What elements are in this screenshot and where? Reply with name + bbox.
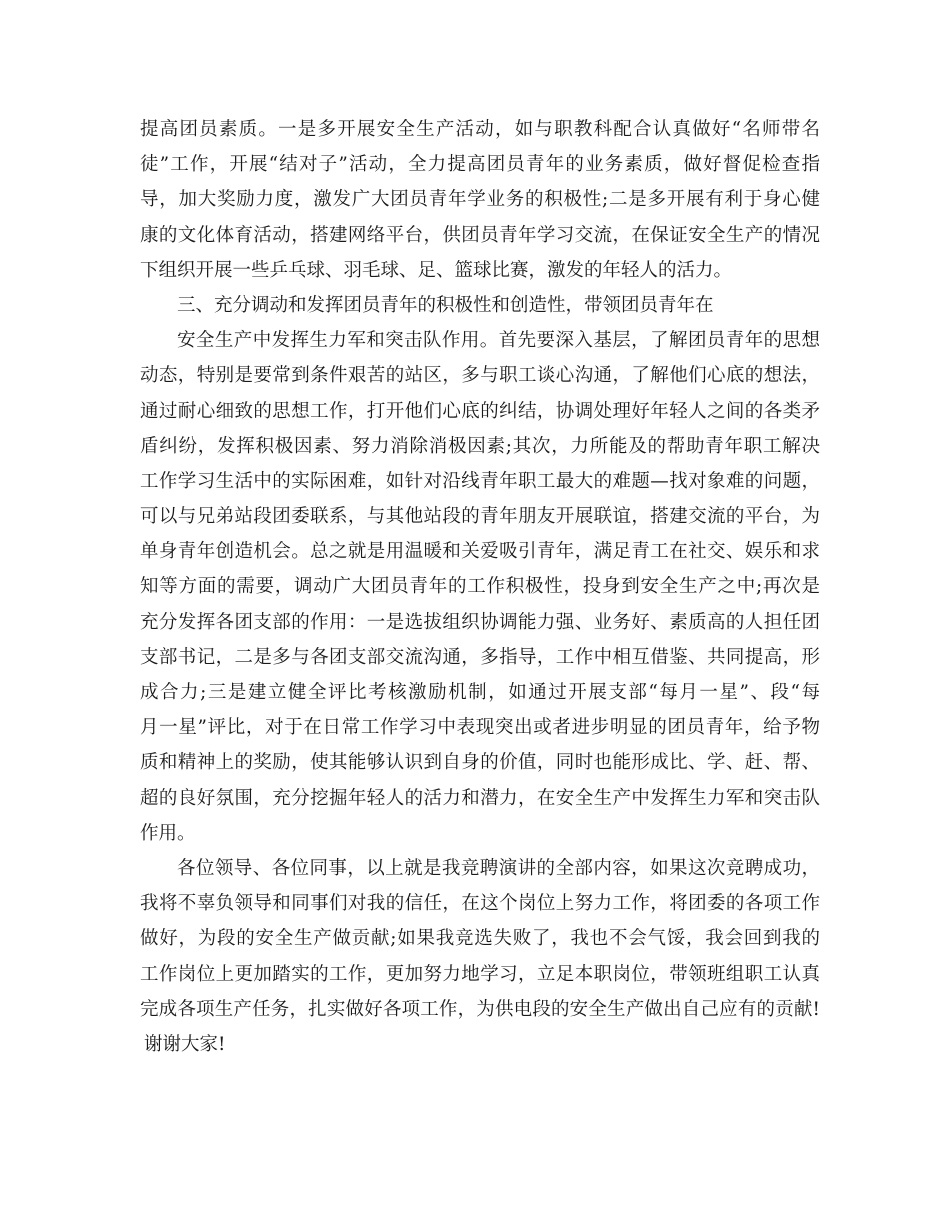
text-line: 可以与兄弟站段团委联系，与其他站段的青年朋友开展联谊，搭建交流的平台，为 xyxy=(140,506,820,528)
text-line: 工作学习生活中的实际困难，如针对沿线青年职工最大的难题—找对象难的问题， xyxy=(140,470,820,492)
text-line: 安全生产中发挥生力军和突击队作用。首先要深入基层，了解团员青年的思想 xyxy=(177,330,820,352)
text-line: 作用。 xyxy=(140,822,196,844)
text-line: 月一星”评比，对于在日常工作学习中表现突出或者进步明显的团员青年，给予物 xyxy=(140,717,820,739)
text-line: 充分发挥各团支部的作用：一是选拔组织协调能力强、业务好、素质高的人担任团 xyxy=(140,611,820,633)
text-line: 谢谢大家! xyxy=(144,1033,226,1055)
text-line: 支部书记，二是多与各团支部交流沟通，多指导，工作中相互借鉴、共同提高，形 xyxy=(140,646,820,668)
text-line: 徒”工作，开展“结对子”活动，全力提高团员青年的业务素质，做好督促检查指 xyxy=(140,154,820,176)
text-line: 下组织开展一些乒乓球、羽毛球、足、篮球比赛，激发的年轻人的活力。 xyxy=(140,259,733,281)
text-line: 知等方面的需要，调动广大团员青年的工作积极性，投身到安全生产之中;再次是 xyxy=(140,576,820,598)
document-body xyxy=(140,112,820,1062)
text-line: 康的文化体育活动，搭建网络平台，供团员青年学习交流，在保证安全生产的情况 xyxy=(140,224,820,246)
text-line: 做好，为段的安全生产做贡献;如果我竞选失败了，我也不会气馁，我会回到我的 xyxy=(140,928,820,950)
text-line: 超的良好氛围，充分挖掘年轻人的活力和潜力，在安全生产中发挥生力军和突击队 xyxy=(140,787,820,809)
text-line: 工作岗位上更加踏实的工作，更加努力地学习，立足本职岗位，带领班组职工认真 xyxy=(140,963,820,985)
text-line: 质和精神上的奖励，使其能够认识到自身的价值，同时也能形成比、学、赶、帮、 xyxy=(140,752,820,774)
text-line: 各位领导、各位同事，以上就是我竞聘演讲的全部内容，如果这次竞聘成功， xyxy=(177,857,820,879)
text-line: 我将不辜负领导和同事们对我的信任，在这个岗位上努力工作，将团委的各项工作 xyxy=(140,893,820,915)
text-line: 导，加大奖励力度，激发广大团员青年学业务的积极性;二是多开展有利于身心健 xyxy=(140,189,820,211)
text-line: 通过耐心细致的思想工作，打开他们心底的纠结，协调处理好年轻人之间的各类矛 xyxy=(140,400,820,422)
text-line: 单身青年创造机会。总之就是用温暖和关爱吸引青年，满足青工在社交、娱乐和求 xyxy=(140,541,820,563)
text-line: 成合力;三是建立健全评比考核激励机制，如通过开展支部“每月一星”、段“每 xyxy=(140,682,820,703)
text-line: 动态，特别是要常到条件艰苦的站区，多与职工谈心沟通，了解他们心底的想法， xyxy=(140,365,820,387)
text-line: 三、充分调动和发挥团员青年的积极性和创造性，带领团员青年在 xyxy=(177,294,714,316)
text-line: 盾纠纷，发挥积极因素、努力消除消极因素;其次，力所能及的帮助青年职工解决 xyxy=(140,435,820,457)
text-line: 完成各项生产任务，扎实做好各项工作，为供电段的安全生产做出自己应有的贡献! xyxy=(140,998,820,1020)
text-line: 提高团员素质。一是多开展安全生产活动，如与职教科配合认真做好“名师带名 xyxy=(140,119,820,140)
